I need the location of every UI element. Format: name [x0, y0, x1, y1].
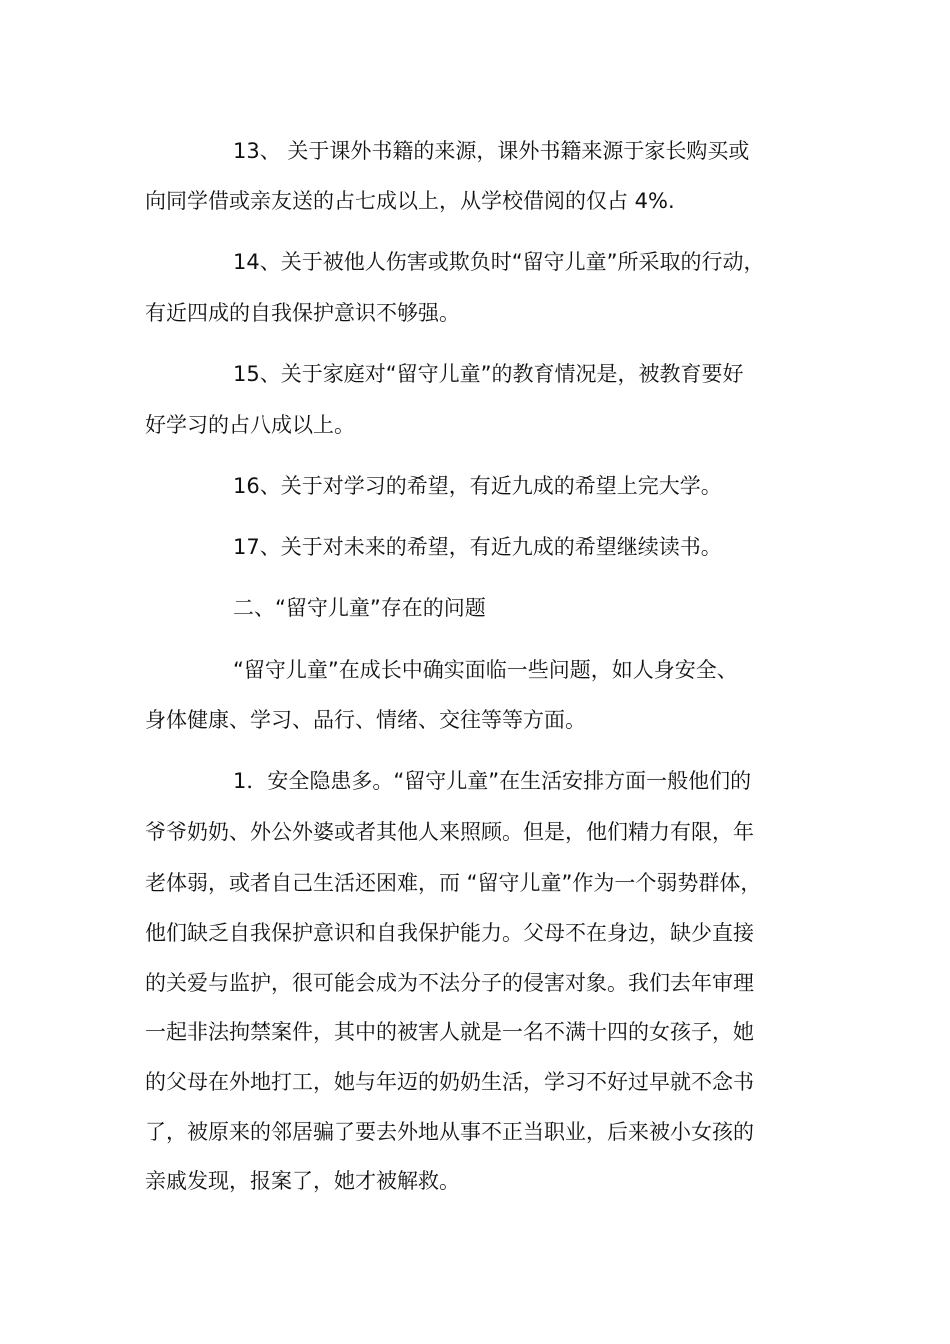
paragraph-14-line-2: 有近四成的自我保护意识不够强。 — [145, 301, 460, 325]
point-1-line-4: 他们缺乏自我保护意识和自我保护能力。父母不在身边，缺少直接 — [145, 921, 754, 945]
point-1-line-5: 的关爱与监护，很可能会成为不法分子的侵害对象。我们去年审理 — [145, 971, 754, 995]
point-1-line-3: 老体弱，或者自己生活还困难，而 “留守儿童”作为一个弱势群体， — [145, 871, 762, 895]
point-1-line-8: 了，被原来的邻居骗了要去外地从事不正当职业，后来被小女孩的 — [145, 1120, 754, 1144]
point-1-line-6: 一起非法拘禁案件，其中的被害人就是一名不满十四的女孩子，她 — [145, 1020, 754, 1044]
paragraph-13-line-1: 13、 关于课外书籍的来源，课外书籍来源于家长购买或 — [233, 139, 750, 163]
point-1-line-7: 的父母在外地打工，她与年迈的奶奶生活，学习不好过早就不念书 — [145, 1070, 754, 1094]
paragraph-13-line-2: 向同学借或亲友送的占七成以上，从学校借阅的仅占 4%. — [145, 189, 675, 213]
paragraph-15-line-1: 15、关于家庭对“留守儿童”的教育情况是，被教育要好 — [233, 362, 744, 386]
paragraph-14-line-1: 14、关于被他人伤害或欺负时“留守儿童”所采取的行动， — [233, 250, 765, 274]
intro-paragraph-line-2: 身体健康、学习、品行、情绪、交往等等方面。 — [145, 708, 586, 732]
point-1-line-1: 1．安全隐患多。“留守儿童”在生活安排方面一般他们的 — [233, 769, 752, 793]
point-1-line-2: 爷爷奶奶、外公外婆或者其他人来照顾。但是，他们精力有限，年 — [145, 820, 754, 844]
paragraph-16: 16、关于对学习的希望，有近九成的希望上完大学。 — [233, 474, 722, 498]
intro-paragraph-line-1: “留守儿童”在成长中确实面临一些问题，如人身安全、 — [233, 658, 738, 682]
paragraph-15-line-2: 好学习的占八成以上。 — [145, 413, 355, 437]
point-1-line-9: 亲戚发现，报案了，她才被解救。 — [145, 1169, 460, 1193]
section-heading: 二、“留守儿童”存在的问题 — [233, 596, 486, 620]
paragraph-17: 17、关于对未来的希望，有近九成的希望继续读书。 — [233, 535, 722, 559]
